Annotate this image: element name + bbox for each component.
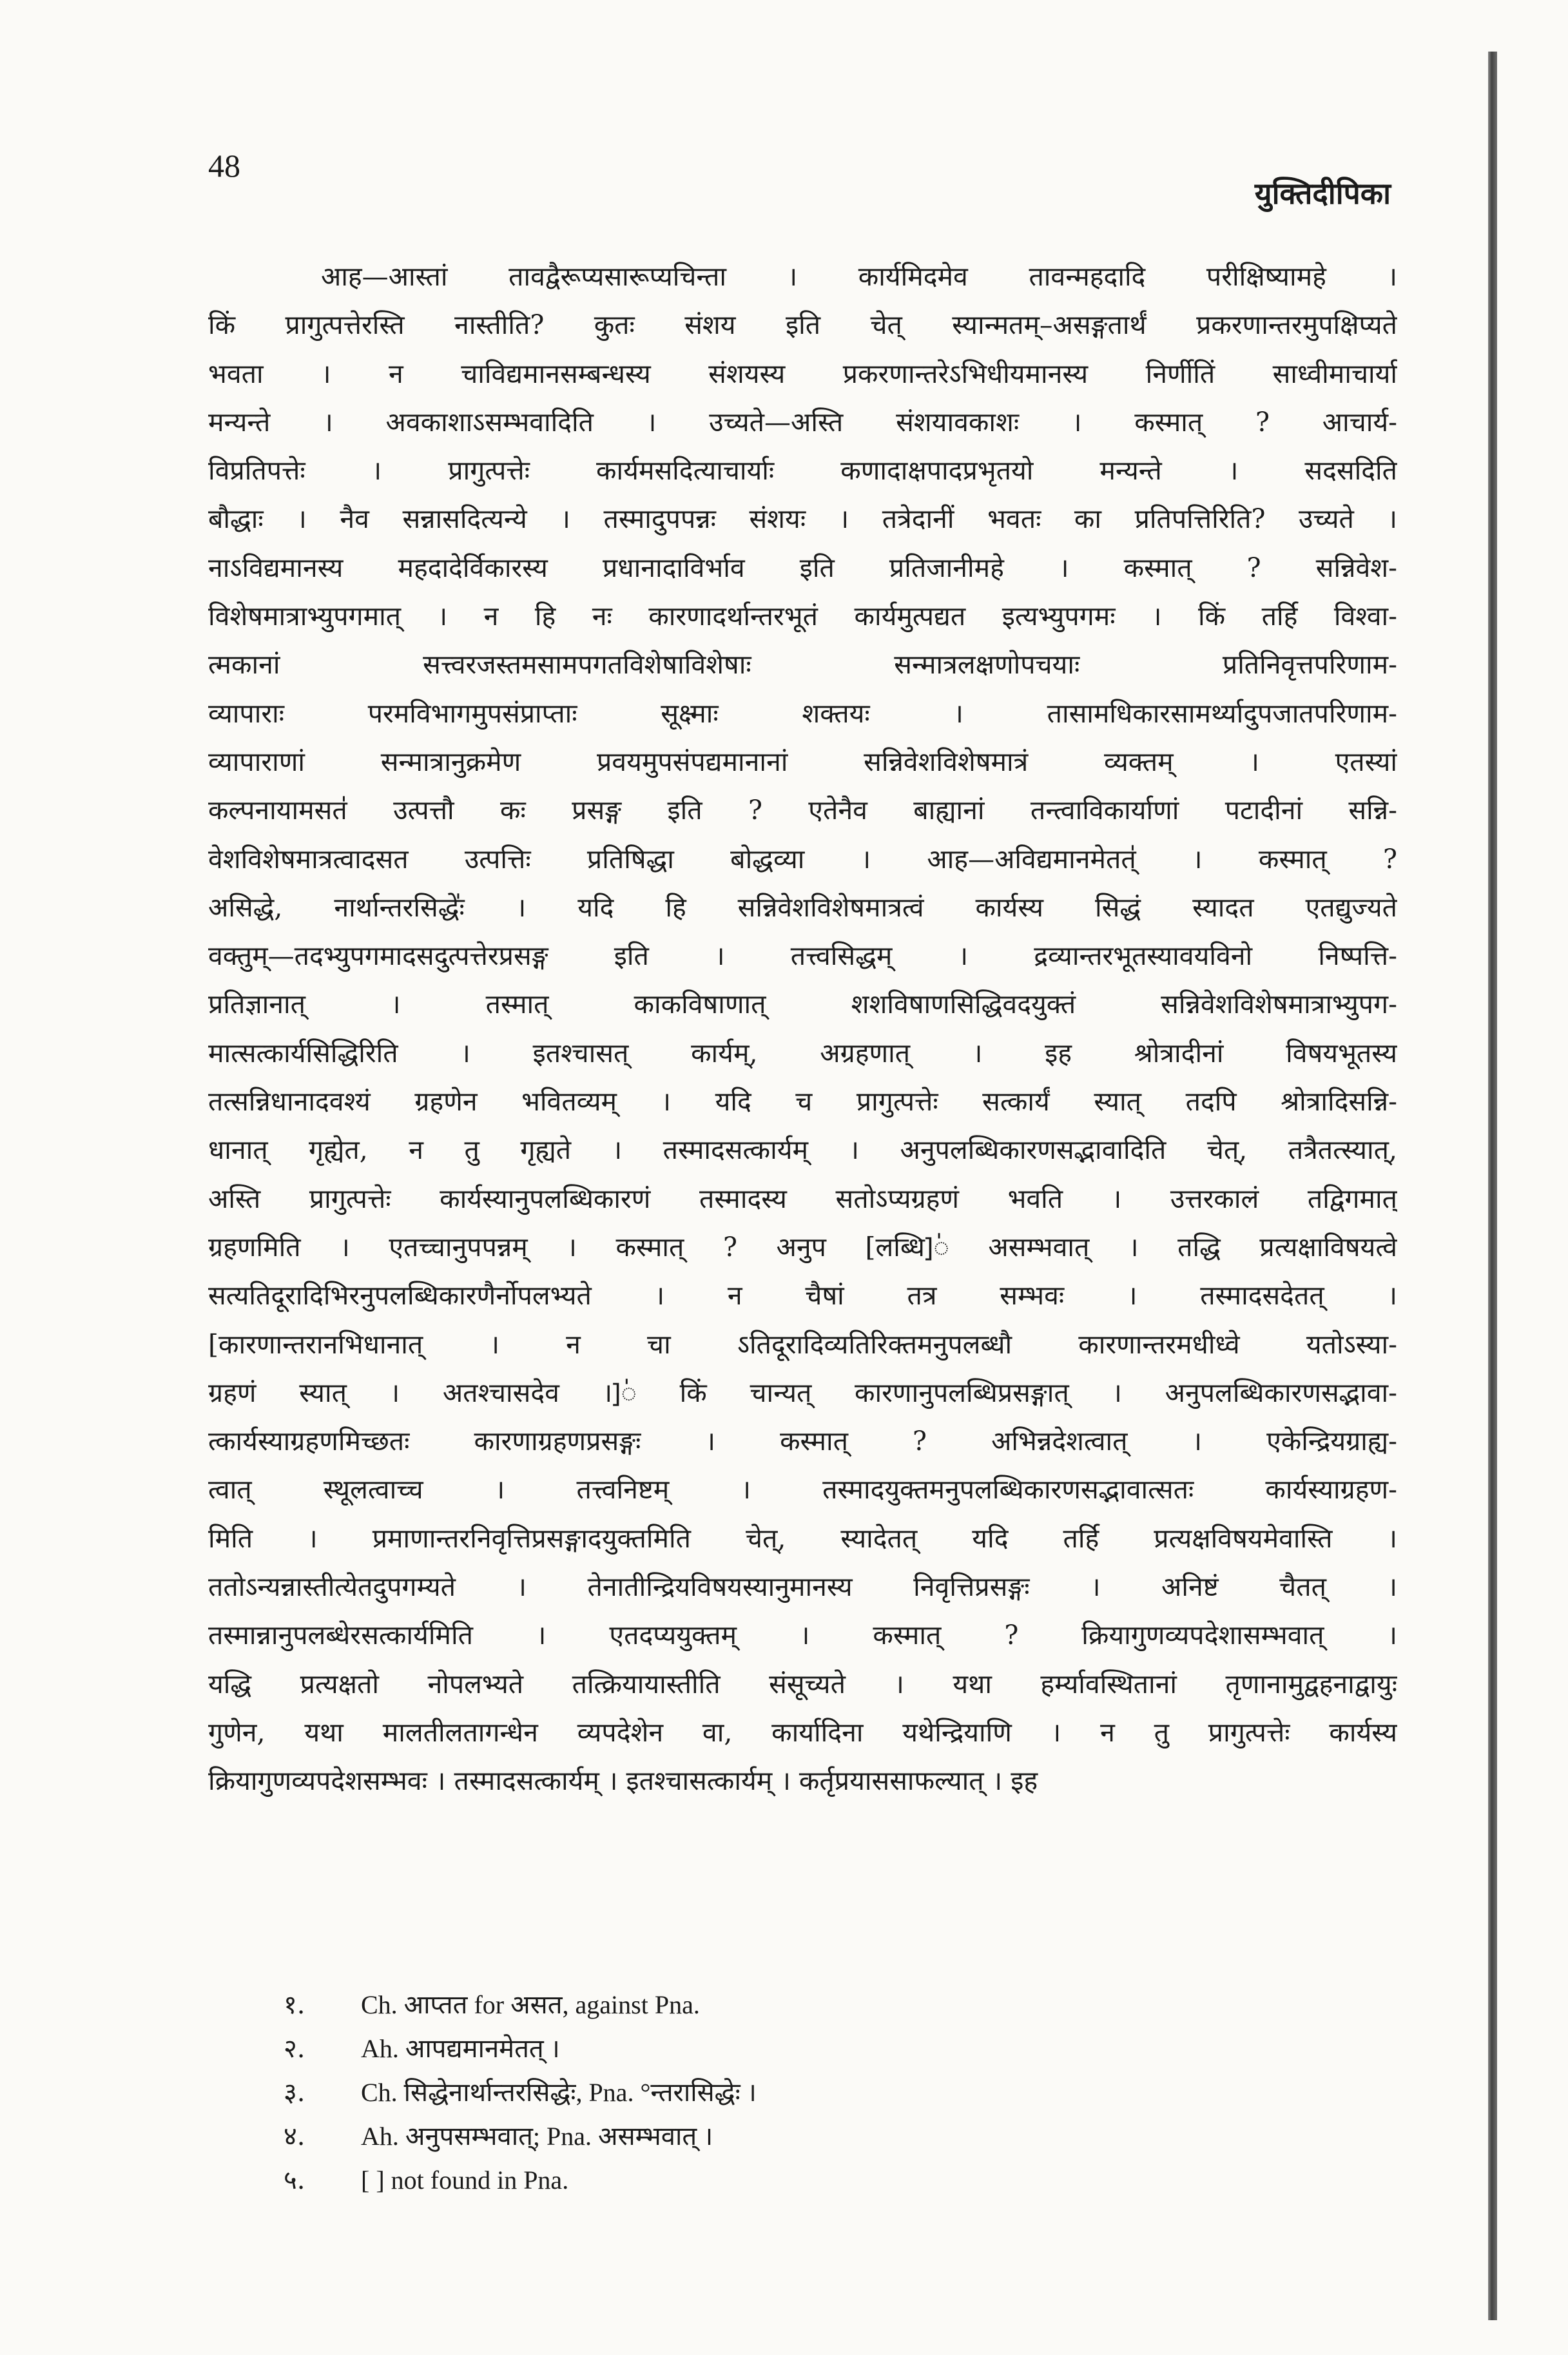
- text-line: व्यापाराणां सन्मात्रानुक्रमेण प्रवयमुपसंपद्यमानानां सन्निवेशविशेषमात्रं व्यक्तम् । एतस्यां: [208, 746, 1397, 777]
- footnotes: [284, 1983, 1186, 2202]
- text-line: तत्सन्निधानादवश्यं ग्रहणेन भवितव्यम् । यदि च प्रागुत्पत्तेः सत्कार्यं स्यात् तदपि श्रोत्रादिसन्नि-: [208, 1086, 1397, 1118]
- text-line: क्रियागुणव्यपदेशसम्भवः । तस्मादसत्कार्यम् । इतश्चासत्कार्यम् । कर्तृप्रयाससाफल्यात् । इह: [208, 1765, 1038, 1797]
- footnote-number: १.: [284, 1990, 305, 2020]
- text-line: मात्सत्कार्यसिद्धिरिति । इतश्चासत् कार्यम्, अग्रहणात् । इह श्रोत्रादीनां विषयभूतस्य: [208, 1037, 1397, 1069]
- text-line: त्मकानां सत्त्वरजस्तमसामपगतविशेषाविशेषाः सन्मात्रलक्षणोपचयाः प्रतिनिवृत्तपरिणाम-: [208, 649, 1397, 681]
- footnote: [284, 1983, 1186, 2027]
- text-line: यद्धि प्रत्यक्षतो नोपलभ्यते तत्क्रियायास्तीति संसूच्यते । यथा हर्म्यावस्थितानां तृणानामुद्वहनाद्वायुः: [208, 1668, 1397, 1700]
- text-line: तस्मान्नानुपलब्धेरसत्कार्यमिति । एतदप्ययुक्तम् । कस्मात् ? क्रियागुणव्यपदेशासम्भवात् ।: [208, 1620, 1397, 1651]
- text-line: सत्यतिदूरादिभिरनुपलब्धिकारणैर्नोपलभ्यते । न चैषां तत्र सम्भवः । तस्मादसदेतत् ।: [208, 1280, 1397, 1312]
- text-line: ग्रहणमिति । एतच्चानुपपन्नम् । कस्मात् ? अनुप [लब्धि]॑ असम्भवात् । तद्धि प्रत्यक्षाविषयत्वे: [208, 1231, 1397, 1263]
- footnote-text: Ch. आप्तत for असत, against Pna.: [361, 1990, 700, 2019]
- text-line: विशेषमात्राभ्युपगमात् । न हि नः कारणादर्थान्तरभूतं कार्यमुत्पद्यत इत्यभ्युपगमः । किं तर्हि विश्वा-: [208, 601, 1397, 632]
- page-number: 48: [208, 148, 240, 184]
- text-line: बौद्धाः । नैव सन्नासदित्यन्ये । तस्मादुपपन्नः संशयः । तत्रेदानीं भवतः का प्रतिपत्तिरिति? उच्यते ।: [208, 503, 1397, 535]
- footnote-text: Ah. अनुपसम्भवात्; Pna. असम्भवात् ।: [361, 2122, 713, 2151]
- footnote: [284, 2115, 1186, 2158]
- running-title: युक्तिदीपिका: [1254, 176, 1391, 211]
- text-line: नाऽविद्यमानस्य महदादेर्विकारस्य प्रधानादाविर्भाव इति प्रतिजानीमहे । कस्मात् ? सन्निवेश-: [208, 552, 1397, 583]
- text-line: ततोऽन्यन्नास्तीत्येतदुपगम्यते । तेनातीन्द्रियविषयस्यानुमानस्य निवृत्तिप्रसङ्गः । अनिष्टं चैतत् ।: [208, 1571, 1397, 1603]
- text-line: मिति । प्रमाणान्तरनिवृत्तिप्रसङ्गादयुक्तमिति चेत्, स्यादेतत् यदि तर्हि प्रत्यक्षविषयमेवास्ति ।: [208, 1522, 1397, 1554]
- footnote-number: ५.: [284, 2166, 305, 2195]
- text-line: भवता । न चाविद्यमानसम्बन्धस्य संशयस्य प्रकरणान्तरेऽभिधीयमानस्य निर्णीतिं साध्वीमाचार्या: [208, 358, 1397, 389]
- text-line: त्कार्यस्याग्रहणमिच्छतः कारणाग्रहणप्रसङ्गः । कस्मात् ? अभिन्नदेशत्वात् । एकेन्द्रियग्राह्य-: [208, 1426, 1397, 1457]
- text-line: वेशविशेषमात्रत्वादसत उत्पत्तिः प्रतिषिद्धा बोद्धव्या । आह—अविद्यमानमेतत्॑ । कस्मात् ?: [208, 843, 1397, 875]
- footnote-number: ४.: [284, 2122, 305, 2151]
- footnote-number: २.: [284, 2034, 305, 2064]
- footnote-number: ३.: [284, 2078, 305, 2108]
- text-line: वक्तुम्—तदभ्युपगमादसदुत्पत्तेरप्रसङ्ग इति । तत्त्वसिद्धम् । द्रव्यान्तरभूतस्यावयविनो निष्पत्ति-: [208, 940, 1397, 972]
- text-line: किं प्रागुत्पत्तेरस्ति नास्तीति? कुतः संशय इति चेत् स्यान्मतम्–असङ्गतार्थं प्रकरणान्तरमुपक्षिप्यते: [208, 309, 1397, 341]
- text-line: व्यापाराः परमविभागमुपसंप्राप्ताः सूक्ष्माः शक्तयः । तासामधिकारसामर्थ्यादुपजातपरिणाम-: [208, 697, 1397, 729]
- text-line: आह—आस्तां तावद्वैरूप्यसारूप्यचिन्ता । कार्यमिदमेव तावन्महदादि परीक्षिष्यामहे ।: [321, 261, 1397, 292]
- text-line: ग्रहणं स्यात् । अतश्चासदेव ।]॑ किं चान्यत् कारणानुपलब्धिप्रसङ्गात् । अनुपलब्धिकारणसद्भावा-: [208, 1377, 1397, 1408]
- text-line: मन्यन्ते । अवकाशाऽसम्भवादिति । उच्यते—अस्ति संशयावकाशः । कस्मात् ? आचार्य-: [208, 406, 1397, 438]
- text-line: विप्रतिपत्तेः । प्रागुत्पत्तेः कार्यमसदित्याचार्याः कणादाक्षपादप्रभृतयो मन्यन्ते । सदसदिति: [208, 455, 1397, 487]
- text-line: अस्ति प्रागुत्पत्तेः कार्यस्यानुपलब्धिकारणं तस्मादस्य सतोऽप्यग्रहणं भवति । उत्तरकालं तद्विगमात्: [208, 1183, 1397, 1214]
- main-text: [208, 253, 1397, 1806]
- footnote: [284, 2158, 1186, 2202]
- text-line: गुणेन, यथा मालतीलतागन्धेन व्यपदेशेन वा, कार्यादिना यथेन्द्रियाणि । न तु प्रागुत्पत्तेः कार्यस्य: [208, 1716, 1397, 1748]
- footnote: [284, 2027, 1186, 2071]
- footnote: [284, 2071, 1186, 2115]
- text-line: धानात् गृह्येत, न तु गृह्यते । तस्मादसत्कार्यम् । अनुपलब्धिकारणसद्भावादिति चेत्, तत्रैतत्स्यात्,: [208, 1134, 1397, 1166]
- text-line: असिद्धे, नार्थान्तरसिद्धेः॑ । यदि हि सन्निवेशविशेषमात्रत्वं कार्यस्य सिद्धं स्यादत एतद्युज्यते: [208, 891, 1397, 923]
- text-line: प्रतिज्ञानात् । तस्मात् काकविषाणात् शशविषाणसिद्धिवदयुक्तं सन्निवेशविशेषमात्राभ्युपग-: [208, 989, 1397, 1020]
- text-line: [कारणान्तरानभिधानात् । न चा ऽतिदूरादिव्यतिरिक्तमनुपलब्धौ कारणान्तरमधीध्वे यतोऽस्या-: [208, 1328, 1397, 1360]
- footnote-text: [ ] not found in Pna.: [361, 2166, 569, 2195]
- footnote-text: Ah. आपद्यमानमेतत् ।: [361, 2034, 560, 2063]
- text-line: कल्पनायामसत॑ उत्पत्तौ कः प्रसङ्ग इति ? एतेनैव बाह्यानां तन्त्वाविकार्याणां पटादीनां सन्नि-: [208, 795, 1397, 826]
- text-line: त्वात् स्थूलत्वाच्च । तत्त्वनिष्टम् । तस्मादयुक्तमनुपलब्धिकारणसद्भावात्सतः कार्यस्याग्रहण-: [208, 1474, 1397, 1506]
- scan-edge-shadow: [1488, 52, 1497, 2320]
- footnote-text: Ch. सिद्धेनार्थान्तरसिद्धेः, Pna. °न्तरासिद्धेः ।: [361, 2078, 757, 2107]
